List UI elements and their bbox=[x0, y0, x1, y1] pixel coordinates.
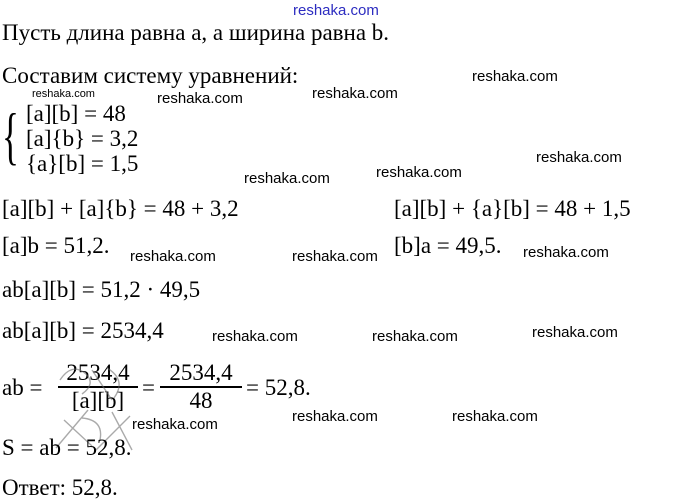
watermark[interactable]: reshaka.com bbox=[292, 408, 378, 425]
watermark[interactable]: reshaka.com bbox=[376, 164, 462, 181]
watermark[interactable]: reshaka.com bbox=[32, 88, 95, 100]
answer-line: Ответ: 52,8. bbox=[2, 475, 118, 500]
area-line: S = ab = 52,8. bbox=[2, 435, 132, 460]
fraction-2-denominator: 48 bbox=[189, 387, 213, 413]
product-value: ab[a][b] = 2534,4 bbox=[2, 318, 164, 343]
fraction-1-numerator: 2534,4 bbox=[66, 360, 130, 385]
watermark[interactable]: reshaka.com bbox=[212, 328, 298, 345]
watermark[interactable]: reshaka.com bbox=[292, 248, 378, 265]
watermark[interactable]: reshaka.com bbox=[244, 170, 330, 187]
sum-left: [a][b] + [a]{b} = 48 + 3,2 bbox=[2, 196, 239, 221]
intro-line: Пусть длина равна a, а ширина равна b. bbox=[2, 20, 390, 45]
fraction-1-denominator: [a][b] bbox=[71, 387, 125, 413]
watermark[interactable]: reshaka.com bbox=[130, 248, 216, 265]
fraction-2-numerator: 2534,4 bbox=[169, 360, 233, 385]
system-equation-3: {a}[b] = 1,5 bbox=[26, 151, 139, 176]
watermark[interactable]: reshaka.com bbox=[472, 68, 558, 85]
result-left: [a]b = 51,2. bbox=[2, 233, 110, 258]
result-right: [b]a = 49,5. bbox=[394, 233, 502, 258]
watermark[interactable]: reshaka.com bbox=[312, 85, 398, 102]
watermark[interactable]: reshaka.com bbox=[532, 324, 618, 341]
curly-brace-icon: { bbox=[2, 100, 19, 171]
watermark[interactable]: reshaka.com bbox=[452, 408, 538, 425]
watermark[interactable]: reshaka.com bbox=[372, 328, 458, 345]
system-equation-2: [a]{b} = 3,2 bbox=[26, 126, 139, 151]
product-expression: ab[a][b] = 51,2 · 49,5 bbox=[2, 277, 201, 302]
sum-right: [a][b] + {a}[b] = 48 + 1,5 bbox=[394, 196, 631, 221]
equation-system bbox=[2, 100, 202, 180]
fraction-result: = 52,8. bbox=[246, 375, 311, 400]
top-watermark[interactable]: reshaka.com bbox=[293, 2, 379, 19]
fraction-2 bbox=[160, 361, 242, 413]
watermark[interactable]: reshaka.com bbox=[157, 90, 243, 107]
watermark[interactable]: reshaka.com bbox=[536, 149, 622, 166]
system-heading: Составим систему уравнений: bbox=[2, 63, 299, 88]
ab-lhs: ab = bbox=[2, 375, 43, 400]
system-equation-1: [a][b] = 48 bbox=[26, 101, 126, 126]
equals-sign: = bbox=[142, 375, 155, 400]
watermark[interactable]: reshaka.com bbox=[132, 416, 218, 433]
watermark[interactable]: reshaka.com bbox=[523, 244, 609, 261]
